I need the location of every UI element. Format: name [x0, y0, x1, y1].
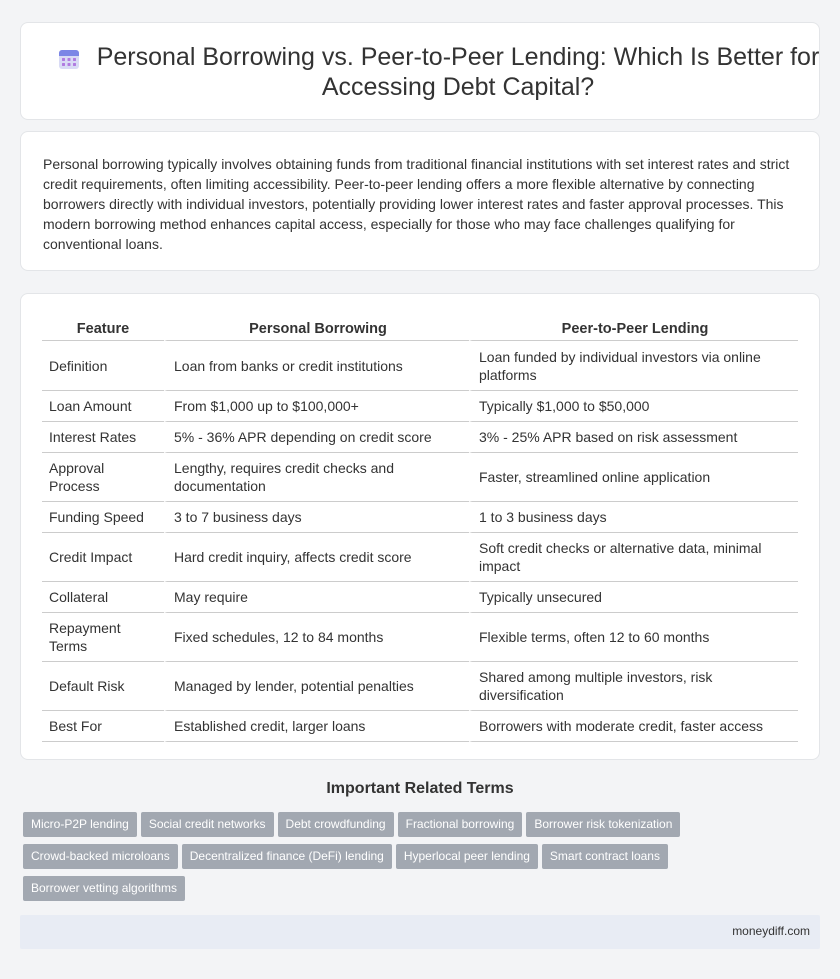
related-term-tag[interactable]: Borrower vetting algorithms [23, 876, 185, 901]
column-header-p2p: Peer-to-Peer Lending [469, 314, 798, 341]
related-term-tag[interactable]: Debt crowdfunding [278, 812, 394, 837]
table-cell: Credit Impact [42, 533, 164, 582]
table-cell: Faster, streamlined online application [469, 453, 798, 502]
related-term-tag[interactable]: Decentralized finance (DeFi) lending [182, 844, 392, 869]
table-cell: Established credit, larger loans [164, 711, 469, 742]
related-term-tag[interactable]: Borrower risk tokenization [526, 812, 680, 837]
table-cell: Managed by lender, potential penalties [164, 662, 469, 711]
table-cell: Typically unsecured [469, 582, 798, 613]
table-row [42, 582, 798, 613]
page-title: Personal Borrowing vs. Peer-to-Peer Lending: Which Is Better for Accessing Debt Capital? [96, 43, 820, 101]
related-terms-list [23, 812, 713, 908]
footer-site-link[interactable]: moneydiff.com [732, 924, 810, 938]
table-cell: Funding Speed [42, 502, 164, 533]
comparison-card [20, 293, 820, 760]
table-cell: 3% - 25% APR based on risk assessment [469, 422, 798, 453]
table-cell: May require [164, 582, 469, 613]
table-row [42, 533, 798, 582]
table-cell: Definition [42, 341, 164, 391]
table-cell: Loan Amount [42, 391, 164, 422]
related-terms-heading: Important Related Terms [326, 780, 514, 797]
table-cell: Soft credit checks or alternative data, minimal impact [469, 533, 798, 582]
column-header-feature: Feature [42, 314, 164, 341]
table-cell: Typically $1,000 to $50,000 [469, 391, 798, 422]
related-term-tag[interactable]: Hyperlocal peer lending [396, 844, 538, 869]
table-cell: Interest Rates [42, 422, 164, 453]
table-row [42, 453, 798, 502]
table-cell: Best For [42, 711, 164, 742]
intro-card [20, 131, 820, 271]
table-cell: Flexible terms, often 12 to 60 months [469, 613, 798, 662]
intro-paragraph: Personal borrowing typically involves obtaining funds from traditional financial institutions with set interest rates and strict credit requirements, often limiting accessibility. Peer-to-peer lending offers a more flexible alternative by connecting borrowers directly with individual investors, potentially providing lower interest rates and faster approval processes. This modern borrowing method enhances capital access, especially for those who may face challenges qualifying for conventional loans. [43, 156, 790, 252]
column-header-personal: Personal Borrowing [164, 314, 469, 341]
related-term-tag[interactable]: Micro-P2P lending [23, 812, 137, 837]
table-row [42, 502, 798, 533]
table-cell: Lengthy, requires credit checks and documentation [164, 453, 469, 502]
table-row [42, 341, 798, 391]
table-row [42, 391, 798, 422]
table-cell: Borrowers with moderate credit, faster access [469, 711, 798, 742]
table-cell: Approval Process [42, 453, 164, 502]
table-header-row [42, 314, 798, 341]
table-cell: Hard credit inquiry, affects credit score [164, 533, 469, 582]
table-cell: 1 to 3 business days [469, 502, 798, 533]
calendar-grid-icon [58, 48, 80, 70]
table-cell: 3 to 7 business days [164, 502, 469, 533]
table-cell: Loan funded by individual investors via online platforms [469, 341, 798, 391]
table-row [42, 422, 798, 453]
related-term-tag[interactable]: Crowd-backed microloans [23, 844, 178, 869]
related-term-tag[interactable]: Smart contract loans [542, 844, 668, 869]
table-cell: Collateral [42, 582, 164, 613]
table-cell: Default Risk [42, 662, 164, 711]
table-cell: From $1,000 up to $100,000+ [164, 391, 469, 422]
table-row [42, 613, 798, 662]
table-cell: 5% - 36% APR depending on credit score [164, 422, 469, 453]
table-cell: Fixed schedules, 12 to 84 months [164, 613, 469, 662]
footer [20, 915, 820, 949]
comparison-table [42, 314, 798, 742]
table-cell: Shared among multiple investors, risk diversification [469, 662, 798, 711]
related-term-tag[interactable]: Social credit networks [141, 812, 274, 837]
table-row [42, 711, 798, 742]
table-cell: Repayment Terms [42, 613, 164, 662]
table-cell: Loan from banks or credit institutions [164, 341, 469, 391]
related-term-tag[interactable]: Fractional borrowing [398, 812, 523, 837]
table-row [42, 662, 798, 711]
